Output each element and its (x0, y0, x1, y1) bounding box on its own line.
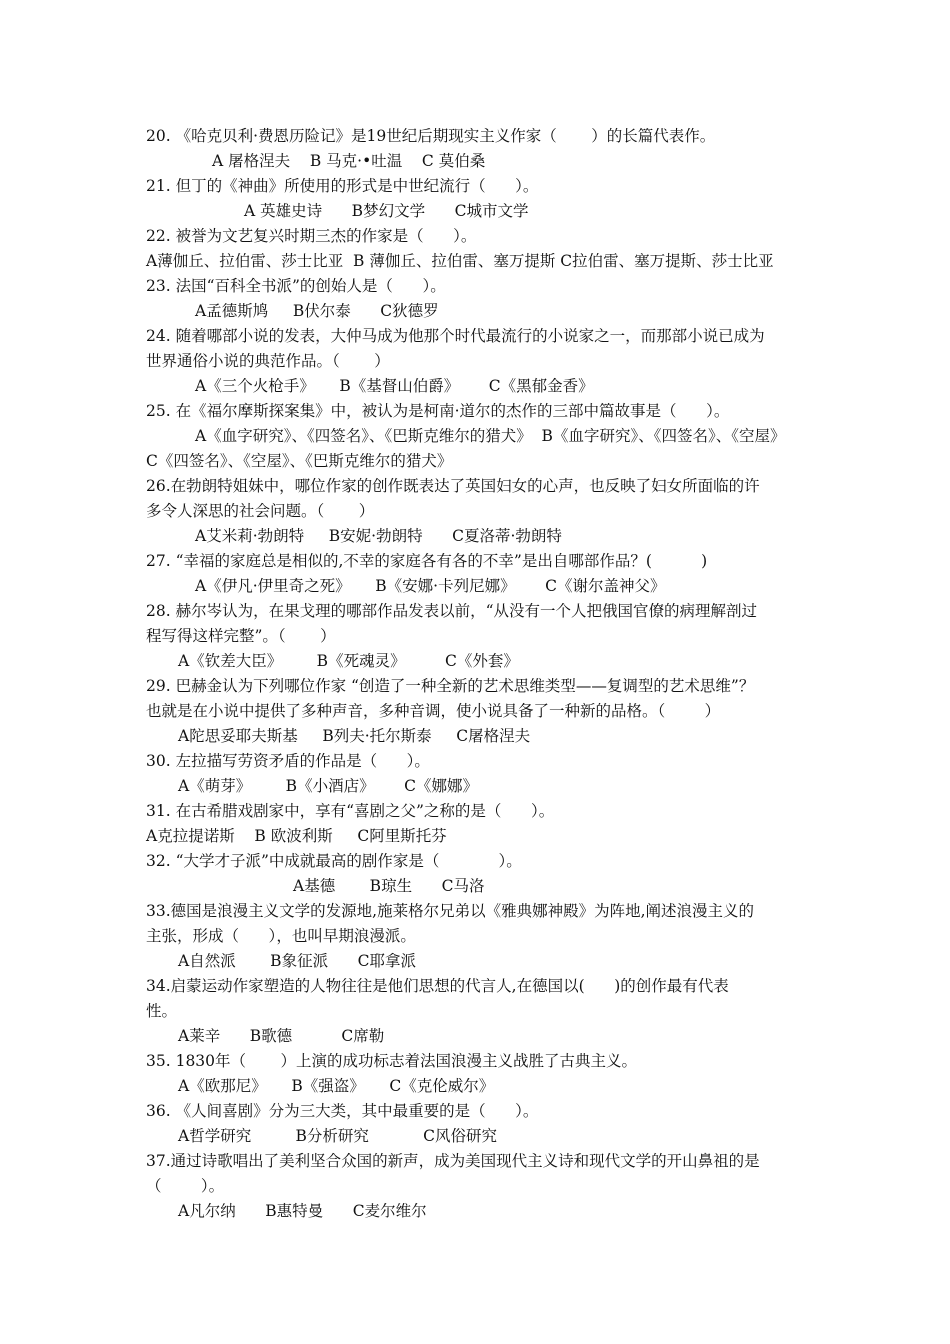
question-28-line-2: 程写得这样完整”。（ ） (146, 627, 336, 645)
question-22: 22. 被誉为文艺复兴时期三杰的作家是（ ）。 (146, 227, 477, 245)
question-35: 35. 1830年（ ）上演的成功标志着法国浪漫主义战胜了古典主义。 (146, 1052, 638, 1070)
options-23: A孟德斯鸠 B伏尔泰 C狄德罗 (195, 302, 439, 320)
question-24-line-2: 世界通俗小说的典范作品。（ ） (146, 352, 390, 370)
options-27: A《伊凡·伊里奇之死》 B《安娜·卡列尼娜》 C《谢尔盖神父》 (195, 577, 666, 595)
question-34-line-2: 性。 (146, 1002, 178, 1020)
options-36: A哲学研究 B分析研究 C风俗研究 (178, 1127, 497, 1145)
question-28-line-1: 28. 赫尔岑认为，在果戈理的哪部作品发表以前，“从没有一个人把俄国官僚的病理解剖过 (146, 602, 758, 620)
options-32: A基德 B琼生 C马洛 (293, 877, 485, 895)
question-29-line-1: 29. 巴赫金认为下列哪位作家 “创造了一种全新的艺术思维类型——复调型的艺术思维”？ (146, 677, 755, 695)
question-34-line-1: 34.启蒙运动作家塑造的人物往往是他们思想的代言人,在德国以( )的创作最有代表 (146, 977, 729, 995)
options-31: A克拉提诺斯 B 欧波利斯 C阿里斯托芬 (146, 827, 447, 845)
options-25-line-2: C《四签名》、《空屋》、《巴斯克维尔的猎犬》 (146, 452, 453, 470)
options-24: A《三个火枪手》 B《基督山伯爵》 C《黑郁金香》 (195, 377, 594, 395)
options-22: A薄伽丘、拉伯雷、莎士比亚 B 薄伽丘、拉伯雷、塞万提斯 C拉伯雷、塞万提斯、莎士比亚 (146, 252, 774, 270)
question-25: 25. 在《福尔摩斯探案集》中，被认为是柯南·道尔的杰作的三部中篇故事是（ ）。 (146, 402, 730, 420)
question-26-line-1: 26.在勃朗特姐妹中，哪位作家的创作既表达了英国妇女的心声，也反映了妇女所面临的许 (146, 477, 760, 495)
options-21: A 英雄史诗 B梦幻文学 C城市文学 (244, 202, 529, 220)
options-28: A《钦差大臣》 B《死魂灵》 C《外套》 (178, 652, 519, 670)
question-33-line-2: 主张，形成（ ），也叫早期浪漫派。 (146, 927, 416, 945)
options-30: A《萌芽》 B《小酒店》 C《娜娜》 (178, 777, 478, 795)
question-33-line-1: 33.德国是浪漫主义文学的发源地,施莱格尔兄弟以《雅典娜神殿》为阵地,阐述浪漫主义的 (146, 902, 755, 920)
question-31: 31. 在古希腊戏剧家中，享有“喜剧之父”之称的是（ ）。 (146, 802, 555, 820)
options-33: A自然派 B象征派 C耶拿派 (178, 952, 416, 970)
options-26: A艾米莉·勃朗特 B安妮·勃朗特 C夏洛蒂·勃朗特 (195, 527, 562, 545)
options-35: A《欧那尼》 B《强盗》 C《克伦威尔》 (178, 1077, 495, 1095)
question-24-line-1: 24. 随着哪部小说的发表，大仲马成为他那个时代最流行的小说家之一，而那部小说已成为 (146, 327, 765, 345)
options-29: A陀思妥耶夫斯基 B列夫·托尔斯泰 C屠格涅夫 (178, 727, 531, 745)
question-27: 27. “幸福的家庭总是相似的,不幸的家庭各有各的不幸”是出自哪部作品？( ) (146, 552, 708, 570)
question-23: 23. 法国“百科全书派”的创始人是（ ）。 (146, 277, 446, 295)
options-20: A 屠格涅夫 B 马克·•吐温 C 莫伯桑 (212, 152, 486, 170)
options-37: A凡尔纳 B惠特曼 C麦尔维尔 (178, 1202, 427, 1220)
question-21: 21. 但丁的《神曲》所使用的形式是中世纪流行（ ）。 (146, 177, 539, 195)
options-34: A莱辛 B歌德 C席勒 (178, 1027, 385, 1045)
question-29-line-2: 也就是在小说中提供了多种声音，多种音调，使小说具备了一种新的品格。（ ） (146, 702, 721, 720)
question-20: 20. 《哈克贝利·费恩历险记》是19世纪后期现实主义作家（ ）的长篇代表作。 (146, 127, 716, 145)
question-37-line-1: 37.通过诗歌唱出了美利坚合众国的新声，成为美国现代主义诗和现代文学的开山鼻祖的是 (146, 1152, 760, 1170)
question-36: 36. 《人间喜剧》分为三大类，其中最重要的是（ ）。 (146, 1102, 539, 1120)
question-32: 32. “大学才子派”中成就最高的剧作家是（ ）。 (146, 852, 522, 870)
options-25-line-1: A《血字研究》、《四签名》、《巴斯克维尔的猎犬》 B《血字研究》、《四签名》、《空屋》 (195, 427, 786, 445)
question-37-line-2: （ ）。 (146, 1177, 225, 1195)
question-30: 30. 左拉描写劳资矛盾的作品是（ ）。 (146, 752, 430, 770)
question-26-line-2: 多令人深思的社会问题。（ ） (146, 502, 375, 520)
